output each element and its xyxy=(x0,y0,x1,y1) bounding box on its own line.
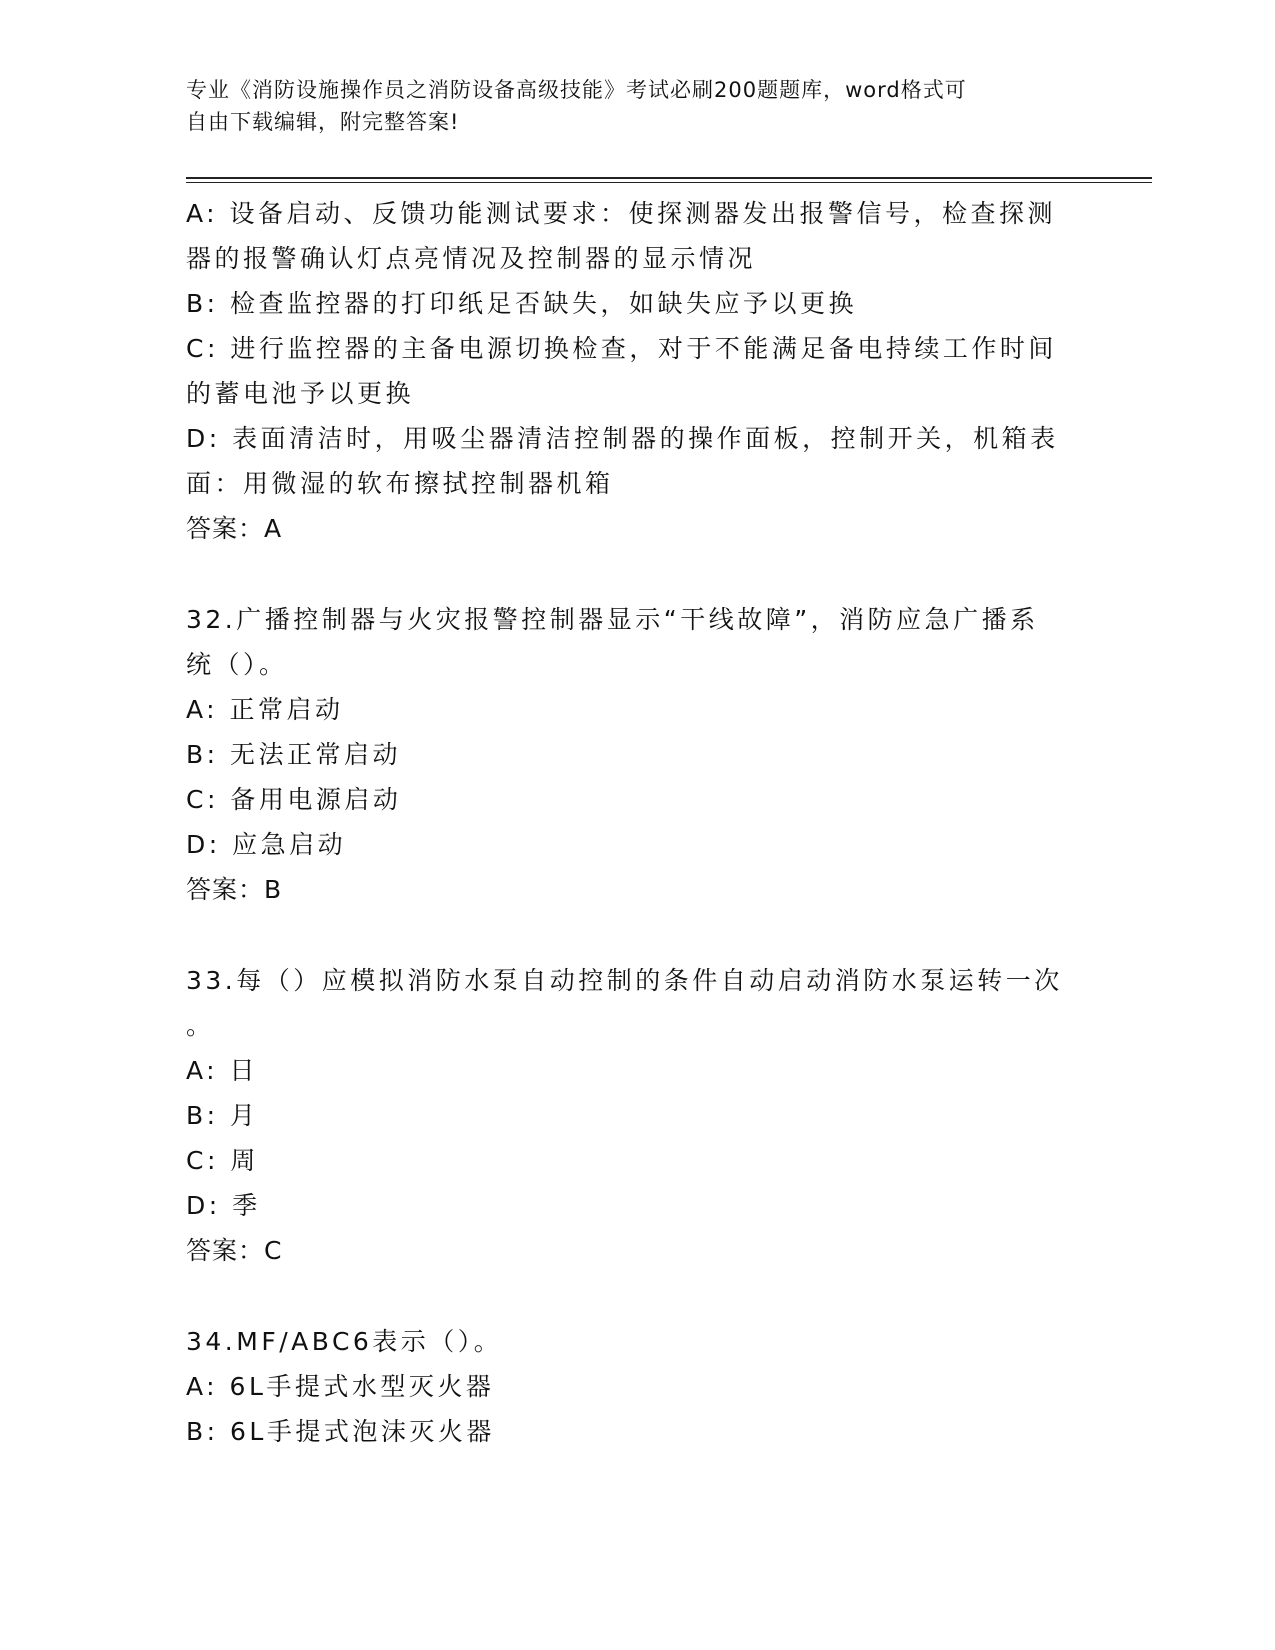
q33-stem-line-1: 33.每（）应模拟消防水泵自动控制的条件自动启动消防水泵运转一次 xyxy=(186,966,1063,995)
header-divider-thin xyxy=(186,182,1152,183)
q31-option-d-line-2: 面：用微湿的软布擦拭控制器机箱 xyxy=(186,469,614,498)
q31-option-a-line-1: A: 设备启动、反馈功能测试要求：使探测器发出报警信号，检查探测 xyxy=(186,199,1057,228)
question-spacer xyxy=(186,1274,1076,1319)
q34-option-b: B: 6L手提式泡沫灭火器 xyxy=(186,1417,495,1446)
q33-option-d: D: 季 xyxy=(186,1191,261,1220)
question-spacer xyxy=(186,552,1076,597)
question-34 xyxy=(186,1319,1076,1454)
header-line-2: 自由下载编辑，附完整答案! xyxy=(186,110,460,134)
q32-stem-line-2: 统（）。 xyxy=(186,650,288,679)
q32-option-b: B: 无法正常启动 xyxy=(186,740,402,769)
question-content xyxy=(186,191,1076,1454)
q33-answer: 答案：C xyxy=(186,1236,283,1265)
q31-option-c-line-1: C: 进行监控器的主备电源切换检查，对于不能满足备电持续工作时间 xyxy=(186,334,1057,363)
q31-option-d-line-1: D: 表面清洁时，用吸尘器清洁控制器的操作面板，控制开关，机箱表 xyxy=(186,424,1059,453)
question-32 xyxy=(186,597,1076,913)
q31-option-a-line-2: 器的报警确认灯点亮情况及控制器的显示情况 xyxy=(186,244,757,273)
header-line-1: 专业《消防设施操作员之消防设备高级技能》考试必刷200题题库，word格式可 xyxy=(186,78,967,102)
q33-option-c: C: 周 xyxy=(186,1146,259,1175)
question-31 xyxy=(186,191,1076,552)
document-header xyxy=(186,74,1066,138)
q33-option-b: B: 月 xyxy=(186,1101,259,1130)
q32-option-a: A: 正常启动 xyxy=(186,695,344,724)
q34-option-a: A: 6L手提式水型灭火器 xyxy=(186,1372,495,1401)
header-divider-thick xyxy=(186,177,1152,179)
q31-answer: 答案：A xyxy=(186,514,283,543)
q31-option-b: B: 检查监控器的打印纸足否缺失，如缺失应予以更换 xyxy=(186,289,858,318)
question-33 xyxy=(186,958,1076,1274)
q32-option-d: D: 应急启动 xyxy=(186,830,347,859)
q33-stem-line-2: 。 xyxy=(186,1011,215,1040)
q31-option-c-line-2: 的蓄电池予以更换 xyxy=(186,379,415,408)
q33-option-a: A: 日 xyxy=(186,1056,259,1085)
q34-stem: 34.MF/ABC6表示（）。 xyxy=(186,1327,503,1356)
q32-stem-line-1: 32.广播控制器与火灾报警控制器显示“干线故障”，消防应急广播系 xyxy=(186,605,1039,634)
question-spacer xyxy=(186,913,1076,958)
q32-option-c: C: 备用电源启动 xyxy=(186,785,402,814)
q32-answer: 答案：B xyxy=(186,875,283,904)
